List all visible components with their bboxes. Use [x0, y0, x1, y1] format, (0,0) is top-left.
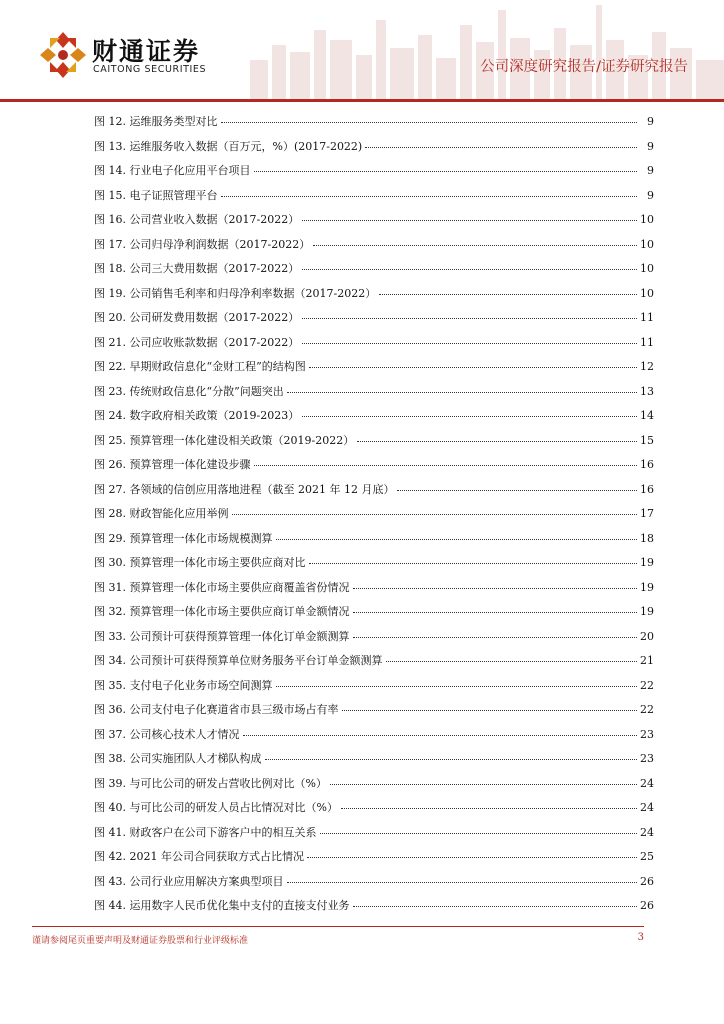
toc-entry-title[interactable]: 图 28. 财政智能化应用举例 — [94, 507, 229, 520]
toc-dot-leader — [307, 856, 637, 858]
toc-entry-page[interactable]: 23 — [640, 752, 654, 765]
toc-dot-leader — [379, 293, 637, 295]
toc-entry-page[interactable]: 22 — [640, 703, 654, 716]
brand-name-cn: 财通证券 — [92, 37, 201, 66]
toc-entry-page[interactable]: 26 — [640, 899, 654, 912]
toc-entry-title[interactable]: 图 42. 2021 年公司合同获取方式占比情况 — [94, 850, 304, 863]
toc-dot-leader — [353, 587, 638, 589]
toc-entry[interactable] — [94, 383, 654, 408]
toc-entry[interactable] — [94, 726, 654, 751]
toc-entry[interactable] — [94, 603, 654, 628]
toc-dot-leader — [330, 783, 637, 785]
toc-dot-leader — [276, 685, 638, 687]
toc-entry-title[interactable]: 图 19. 公司销售毛利率和归母净利率数据（2017-2022） — [94, 286, 377, 300]
report-type-label: 公司深度研究报告/证券研究报告 — [480, 59, 688, 75]
toc-entry-title[interactable]: 图 25. 预算管理一体化建设相关政策（2019-2022） — [94, 433, 355, 447]
toc-dot-leader — [397, 489, 637, 491]
toc-entry[interactable] — [94, 505, 654, 530]
toc-entry-page[interactable]: 14 — [640, 409, 654, 422]
toc-entry-title[interactable]: 图 44. 运用数字人民币优化集中支付的直接支付业务 — [94, 899, 350, 912]
toc-entry-title[interactable]: 图 24. 数字政府相关政策（2019-2023） — [94, 409, 300, 422]
toc-entry-title[interactable]: 图 40. 与可比公司的研发人员占比情况对比（%） — [94, 801, 338, 814]
toc-dot-leader — [302, 317, 637, 319]
toc-entry[interactable] — [94, 162, 654, 187]
toc-entry-page[interactable]: 16 — [640, 482, 654, 496]
toc-entry[interactable] — [94, 187, 654, 212]
toc-entry-page[interactable]: 24 — [640, 825, 654, 839]
toc-dot-leader — [265, 758, 638, 760]
toc-entry-page[interactable]: 15 — [640, 433, 654, 447]
toc-entry[interactable] — [94, 113, 654, 138]
toc-dot-leader — [342, 709, 638, 711]
toc-entry-page[interactable]: 10 — [640, 286, 654, 300]
toc-dot-leader — [287, 881, 638, 883]
toc-dot-leader — [302, 268, 637, 270]
toc-entry-page[interactable]: 19 — [640, 556, 654, 569]
page-header — [0, 0, 724, 104]
toc-entry[interactable] — [94, 579, 654, 604]
toc-entry-title[interactable]: 图 39. 与可比公司的研发占营收比例对比（%） — [94, 776, 327, 790]
toc-entry-page[interactable]: 18 — [640, 531, 654, 545]
toc-entry[interactable] — [94, 309, 654, 334]
toc-dot-leader — [353, 636, 638, 638]
toc-entry-page[interactable]: 9 — [647, 188, 654, 202]
toc-entry-title[interactable]: 图 37. 公司核心技术人才情况 — [94, 727, 240, 741]
toc-entry-title[interactable]: 图 36. 公司支付电子化赛道省市县三级市场占有率 — [94, 703, 339, 716]
toc-entry-page[interactable]: 9 — [647, 164, 654, 177]
toc-entry-title[interactable]: 图 16. 公司营业收入数据（2017-2022） — [94, 213, 300, 226]
toc-entry[interactable] — [94, 358, 654, 383]
toc-dot-leader — [386, 660, 638, 662]
toc-entry-title[interactable]: 图 34. 公司预计可获得预算单位财务服务平台订单金额测算 — [94, 654, 383, 667]
toc-entry-title[interactable]: 图 26. 预算管理一体化建设步骤 — [94, 458, 251, 471]
toc-entry[interactable] — [94, 334, 654, 359]
toc-dot-leader — [276, 538, 638, 540]
toc-entry[interactable] — [94, 407, 654, 432]
toc-dot-leader — [221, 121, 638, 123]
toc-dot-leader — [320, 832, 638, 834]
toc-entry-page[interactable]: 10 — [640, 213, 654, 226]
toc-entry[interactable] — [94, 236, 654, 261]
toc-entry[interactable] — [94, 260, 654, 285]
toc-entry[interactable] — [94, 897, 654, 922]
toc-entry[interactable] — [94, 677, 654, 702]
toc-entry-page[interactable]: 22 — [640, 678, 654, 692]
toc-dot-leader — [254, 464, 638, 466]
toc-entry-page[interactable]: 25 — [640, 850, 654, 863]
toc-entry-title[interactable]: 图 27. 各领域的信创应用落地进程（截至 2021 年 12 月底） — [94, 482, 395, 496]
toc-entry[interactable] — [94, 701, 654, 726]
page-number: 3 — [637, 932, 644, 943]
toc-dot-leader — [353, 905, 638, 907]
toc-dot-leader — [221, 195, 638, 197]
toc-dot-leader — [254, 170, 638, 172]
toc-entry[interactable] — [94, 848, 654, 873]
toc-dot-leader — [365, 146, 637, 148]
toc-dot-leader — [353, 611, 638, 613]
header-divider — [0, 99, 724, 102]
toc-entry-title[interactable]: 图 21. 公司应收账款数据（2017-2022） — [94, 335, 300, 349]
toc-entry[interactable] — [94, 628, 654, 653]
toc-entry-title[interactable]: 图 15. 电子证照管理平台 — [94, 188, 218, 202]
toc-entry-page[interactable]: 13 — [640, 384, 654, 398]
toc-entry-title[interactable]: 图 23. 传统财政信息化“分散”问题突出 — [94, 384, 284, 398]
toc-entry-title[interactable]: 图 13. 运维服务收入数据（百万元，%）(2017-2022) — [94, 139, 363, 153]
toc-entry-title[interactable]: 图 41. 财政客户在公司下游客户中的相互关系 — [94, 825, 317, 839]
toc-entry-title[interactable]: 图 33. 公司预计可获得预算管理一体化订单金额测算 — [94, 629, 350, 643]
toc-entry-title[interactable]: 图 38. 公司实施团队人才梯队构成 — [94, 752, 262, 765]
toc-dot-leader — [357, 440, 637, 442]
footer-divider — [32, 926, 644, 927]
toc-entry[interactable] — [94, 824, 654, 849]
toc-entry-title[interactable]: 图 17. 公司归母净利润数据（2017-2022） — [94, 237, 311, 251]
toc-entry-title[interactable]: 图 30. 预算管理一体化市场主要供应商对比 — [94, 556, 306, 569]
toc-entry-title[interactable]: 图 35. 支付电子化业务市场空间测算 — [94, 678, 273, 692]
toc-entry-page[interactable]: 20 — [640, 629, 654, 643]
toc-entry-page[interactable]: 16 — [640, 458, 654, 471]
toc-dot-leader — [302, 415, 637, 417]
toc-entry-title[interactable]: 图 31. 预算管理一体化市场主要供应商覆盖省份情况 — [94, 580, 350, 594]
toc-entry-title[interactable]: 图 20. 公司研发费用数据（2017-2022） — [94, 311, 300, 324]
figure-table-of-contents — [94, 113, 654, 922]
toc-dot-leader — [309, 562, 638, 564]
toc-entry[interactable] — [94, 432, 654, 457]
toc-entry[interactable] — [94, 138, 654, 163]
toc-entry-title[interactable]: 图 18. 公司三大费用数据（2017-2022） — [94, 262, 300, 275]
toc-entry-page[interactable]: 10 — [640, 262, 654, 275]
toc-entry-page[interactable]: 24 — [640, 776, 654, 790]
toc-entry-page[interactable]: 10 — [640, 237, 654, 251]
toc-dot-leader — [287, 391, 637, 393]
toc-dot-leader — [313, 244, 637, 246]
toc-entry-title[interactable]: 图 22. 早期财政信息化“金财工程”的结构图 — [94, 360, 306, 373]
toc-entry-page[interactable]: 17 — [640, 507, 654, 520]
toc-entry-page[interactable]: 23 — [640, 727, 654, 741]
toc-entry-page[interactable]: 11 — [640, 311, 654, 324]
toc-entry-title[interactable]: 图 43. 公司行业应用解决方案典型项目 — [94, 874, 284, 888]
toc-entry-page[interactable]: 9 — [647, 139, 654, 153]
toc-dot-leader — [243, 734, 638, 736]
toc-entry-page[interactable]: 19 — [640, 605, 654, 618]
toc-entry-page[interactable]: 12 — [640, 360, 654, 373]
toc-entry[interactable] — [94, 456, 654, 481]
footer-disclaimer: 谨请参阅尾页重要声明及财通证券股票和行业评级标准 — [32, 936, 249, 946]
toc-entry[interactable] — [94, 750, 654, 775]
toc-dot-leader — [302, 219, 637, 221]
toc-dot-leader — [341, 807, 637, 809]
toc-entry[interactable] — [94, 481, 654, 506]
toc-dot-leader — [302, 342, 637, 344]
toc-entry[interactable] — [94, 799, 654, 824]
toc-entry-page[interactable]: 26 — [640, 874, 654, 888]
toc-entry[interactable] — [94, 775, 654, 800]
toc-entry-title[interactable]: 图 29. 预算管理一体化市场规模测算 — [94, 531, 273, 545]
toc-entry-page[interactable]: 11 — [640, 335, 654, 349]
toc-entry[interactable] — [94, 530, 654, 555]
toc-entry[interactable] — [94, 873, 654, 898]
toc-entry-title[interactable]: 图 14. 行业电子化应用平台项目 — [94, 164, 251, 177]
toc-entry-title[interactable]: 图 32. 预算管理一体化市场主要供应商订单金额情况 — [94, 605, 350, 618]
toc-entry[interactable] — [94, 211, 654, 236]
brand-name-en: CAITONG SECURITIES — [93, 64, 207, 75]
toc-entry-page[interactable]: 24 — [640, 801, 654, 814]
toc-entry-page[interactable]: 19 — [640, 580, 654, 594]
caitong-logo-icon — [38, 30, 88, 80]
toc-entry[interactable] — [94, 554, 654, 579]
toc-entry-page[interactable]: 9 — [647, 115, 654, 128]
toc-entry[interactable] — [94, 652, 654, 677]
toc-entry[interactable] — [94, 285, 654, 310]
toc-dot-leader — [309, 366, 637, 368]
toc-entry-title[interactable]: 图 12. 运维服务类型对比 — [94, 115, 218, 128]
toc-dot-leader — [232, 513, 638, 515]
toc-entry-page[interactable]: 21 — [640, 654, 654, 667]
